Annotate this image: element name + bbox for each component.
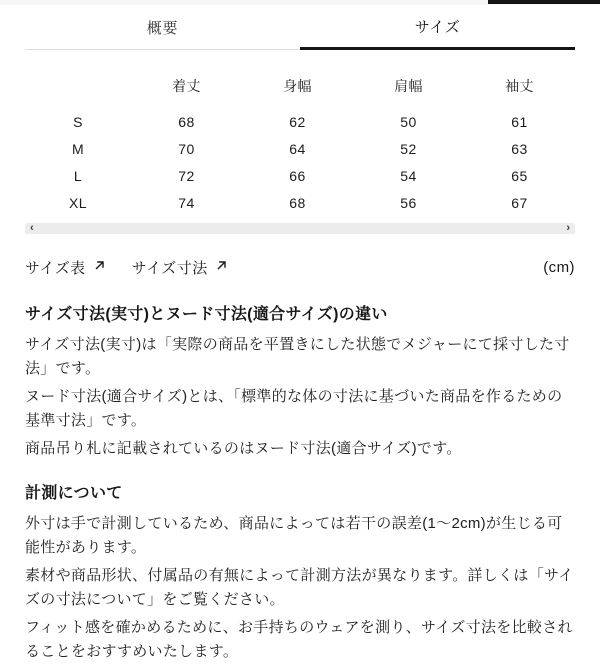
size-chart-link-label: サイズ表: [25, 259, 86, 277]
cell-m-body-length: 70: [178, 140, 195, 157]
section-paragraph: ヌード寸法(適合サイズ)とは、「標準的な体の寸法に基づいた商品を作るための基準寸法」です。: [25, 388, 563, 429]
external-link-icon: [93, 259, 106, 276]
column-header-body-width: 身幅: [283, 78, 312, 94]
top-strip: [0, 0, 600, 5]
scroll-left-icon[interactable]: ‹: [30, 222, 34, 234]
section-paragraph: 素材や商品形状、付属品の有無によって計測方法が異なります。詳しくは「サイズの寸法について」をご覧ください。: [25, 567, 574, 608]
section-size-dimension-difference: [25, 304, 575, 461]
section-heading: 計測について: [25, 485, 123, 502]
column-header-sleeve-length: 袖丈: [505, 78, 534, 94]
cell-xl-body-width: 68: [289, 194, 306, 211]
tab-overview-label: 概要: [146, 19, 179, 37]
section-paragraph: サイズ寸法(実寸)は「実際の商品を平置きにした状態でメジャーにて採寸した寸法」です。: [25, 336, 570, 377]
size-dimensions-link[interactable]: [132, 257, 228, 278]
row-label-m: M: [71, 140, 85, 157]
external-link-icon: [215, 259, 228, 276]
cell-s-body-width: 62: [289, 113, 306, 130]
scroll-progress-bar: [488, 0, 600, 4]
tab-size[interactable]: [300, 5, 575, 50]
section-heading: サイズ寸法(実寸)とヌード寸法(適合サイズ)の違い: [25, 306, 388, 323]
cell-l-shoulder-width: 54: [400, 167, 417, 184]
cell-m-shoulder-width: 52: [400, 140, 417, 157]
cell-xl-shoulder-width: 56: [400, 194, 417, 211]
section-measurement-notes: [25, 483, 575, 664]
cell-m-body-width: 64: [289, 140, 306, 157]
size-table: [25, 68, 575, 216]
tab-bar: [25, 5, 575, 50]
column-header-shoulder-width: 肩幅: [394, 78, 423, 94]
cell-s-shoulder-width: 50: [400, 113, 417, 130]
tab-size-label: サイズ: [414, 18, 461, 36]
row-label-s: S: [73, 113, 83, 130]
size-chart-link[interactable]: [25, 257, 106, 278]
tab-overview[interactable]: [25, 5, 300, 50]
size-dimensions-link-label: サイズ寸法: [131, 259, 208, 277]
cell-s-sleeve-length: 61: [511, 113, 528, 130]
row-label-xl: XL: [69, 194, 87, 211]
cell-s-body-length: 68: [178, 113, 195, 130]
row-label-l: L: [73, 167, 83, 184]
section-paragraph: 外寸は手で計測しているため、商品によっては若干の誤差(1〜2cm)が生じる可能性があります。: [25, 515, 563, 556]
cell-xl-body-length: 74: [178, 194, 195, 211]
column-header-body-length: 着丈: [172, 78, 201, 94]
cell-l-sleeve-length: 65: [511, 167, 528, 184]
unit-label: (cm): [543, 258, 575, 276]
links-row: [25, 257, 575, 277]
cell-xl-sleeve-length: 67: [511, 194, 528, 211]
cell-l-body-length: 72: [178, 167, 195, 184]
cell-l-body-width: 66: [289, 167, 306, 184]
section-paragraph: フィット感を確かめるために、お手持ちのウェアを測り、サイズ寸法を比較されることをおすすめいたします。: [25, 619, 573, 660]
cell-m-sleeve-length: 63: [511, 140, 528, 157]
horizontal-scrollbar[interactable]: [25, 223, 575, 234]
table-corner-cell: [25, 68, 131, 108]
scroll-right-icon[interactable]: ›: [566, 222, 570, 234]
section-paragraph: 商品吊り札に記載されているのはヌード寸法(適合サイズ)です。: [25, 440, 462, 457]
